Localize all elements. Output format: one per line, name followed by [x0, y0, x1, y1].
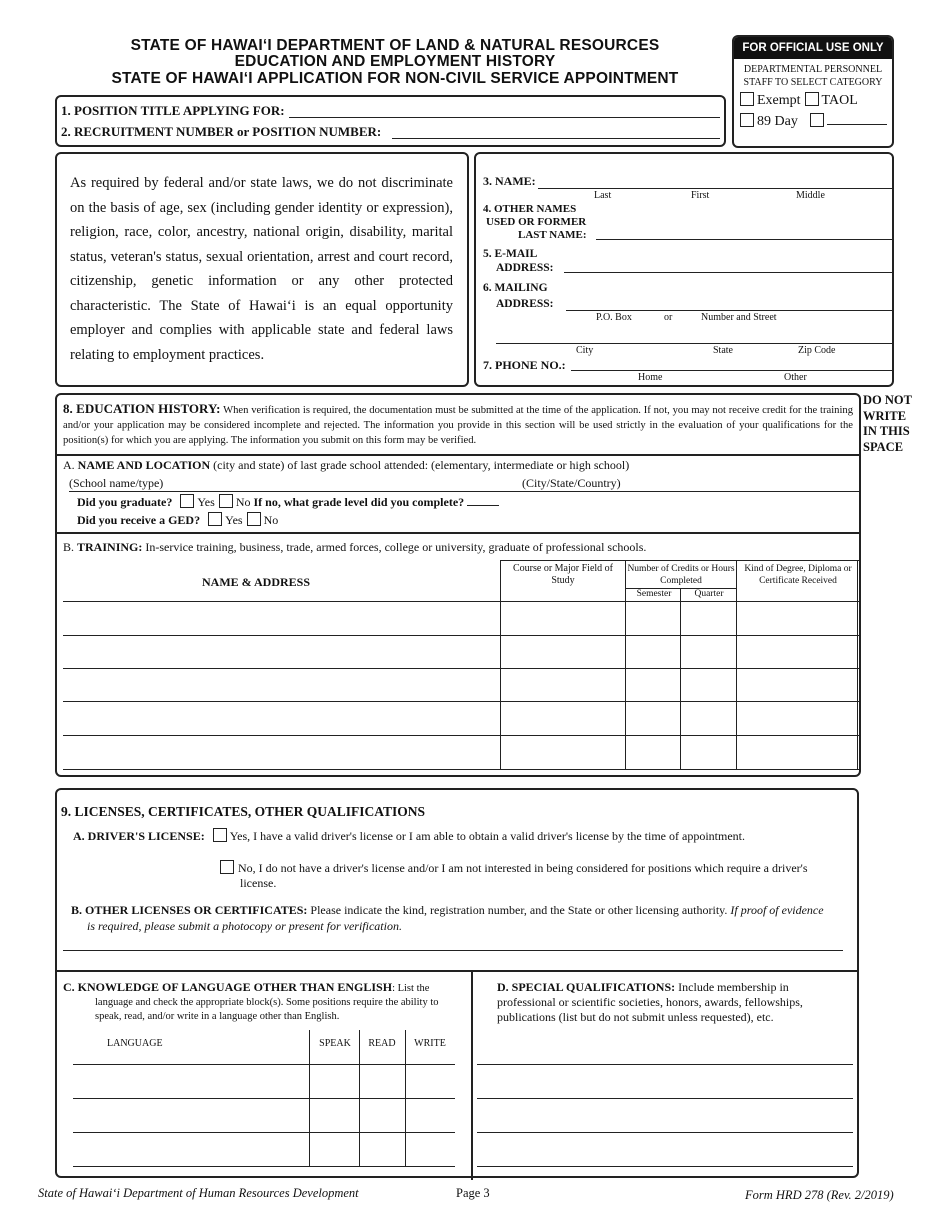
phone-field[interactable]	[571, 370, 892, 371]
language-row[interactable]	[73, 1098, 455, 1099]
education-title: 8. EDUCATION HISTORY:	[63, 401, 221, 416]
nondiscrimination-box	[55, 152, 469, 387]
other-licenses-field[interactable]	[63, 950, 843, 951]
education-section	[55, 393, 861, 777]
recruitment-number-label: 2. RECRUITMENT NUMBER or POSITION NUMBER:	[61, 124, 382, 139]
col-name-address: NAME & ADDRESS	[202, 575, 311, 589]
licenses-section	[55, 788, 859, 1178]
contact-box	[474, 152, 894, 387]
header-line2: EDUCATION AND EMPLOYMENT HISTORY	[234, 53, 556, 70]
section-a-label: A. NAME AND LOCATION (city and state) of last grade school attended: (elementary, intermediate or high school)	[63, 458, 630, 472]
other-names-field[interactable]	[596, 239, 892, 240]
phone-label: 7. PHONE NO.:	[483, 358, 566, 372]
last-label: Last	[594, 190, 612, 201]
training-row[interactable]	[63, 601, 859, 602]
city-state-label: (City/State/Country)	[522, 476, 621, 490]
training-row[interactable]	[63, 701, 859, 702]
graduate-yes-checkbox[interactable]	[180, 494, 194, 508]
school-name-label: (School name/type)	[69, 476, 164, 490]
mailing-city-field[interactable]	[496, 343, 892, 344]
col-degree: Kind of Degree, Diploma or Certificate Received	[744, 564, 852, 586]
89day-label: 89 Day	[757, 114, 798, 129]
col-read: READ	[368, 1038, 396, 1049]
footer-page: Page 3	[456, 1186, 490, 1200]
language-row[interactable]	[73, 1064, 455, 1065]
email-label2: ADDRESS:	[496, 262, 554, 274]
email-field[interactable]	[564, 272, 892, 273]
ged-yes-checkbox[interactable]	[208, 512, 222, 526]
other-category-checkbox[interactable]	[810, 113, 824, 127]
ged-no-checkbox[interactable]	[247, 512, 261, 526]
official-use-box	[732, 35, 894, 148]
license-no-checkbox[interactable]	[220, 860, 234, 874]
zip-label: Zip Code	[798, 345, 836, 356]
training-row[interactable]	[63, 668, 859, 669]
license-yes-checkbox[interactable]	[213, 828, 227, 842]
education-intro	[63, 401, 853, 448]
drivers-license-yes: A. DRIVER'S LICENSE: Yes, I have a valid driver's license or I am able to obtain a valid driver's license by the time of appointment.	[73, 829, 745, 843]
col-write: WRITE	[414, 1038, 446, 1049]
language-instructions: C. KNOWLEDGE OF LANGUAGE OTHER THAN ENGLISH: List the language and check the appropriate block(s). Some positions require the ability to speak, read, and/or write in a language other than English.	[63, 980, 439, 1022]
special-qualifications-line[interactable]	[477, 1166, 853, 1167]
official-sub1: DEPARTMENTAL PERSONNEL	[743, 64, 883, 75]
header-line3: STATE OF HAWAIʻI APPLICATION FOR NON-CIVIL SERVICE APPOINTMENT	[111, 70, 679, 87]
col-credits: Number of Credits or Hours Completed	[627, 564, 735, 586]
other-phone-label: Other	[784, 372, 807, 383]
pobox-label: P.O. Box	[596, 312, 632, 323]
name-label: 3. NAME:	[483, 174, 536, 188]
do-not-write-note: DO NOT WRITE IN THIS SPACE	[863, 393, 912, 454]
graduate-question: Did you graduate? Yes No If no, what grade level did you complete?	[77, 494, 499, 510]
position-title-field[interactable]	[289, 117, 720, 118]
header-line1: STATE OF HAWAIʻI DEPARTMENT OF LAND & NATURAL RESOURCES	[130, 37, 660, 54]
taol-label: TAOL	[821, 93, 858, 108]
position-title-label: 1. POSITION TITLE APPLYING FOR:	[61, 103, 285, 118]
89day-checkbox[interactable]	[740, 113, 754, 127]
special-qualifications-line[interactable]	[477, 1132, 853, 1133]
home-label: Home	[638, 372, 663, 383]
exempt-label: Exempt	[757, 93, 801, 108]
state-label: State	[713, 345, 733, 356]
other-licenses-text: B. OTHER LICENSES OR CERTIFICATES: Please indicate the kind, registration number, and the State or other licensing authority. If proof of evidence is required, please submit a photocopy or present for verification.	[71, 903, 824, 933]
first-label: First	[691, 190, 710, 201]
drivers-license-no: No, I do not have a driver's license and/or I am not interested in being considered for positions which require a driver's license.	[220, 860, 810, 891]
name-field[interactable]	[538, 188, 892, 189]
grade-level-field[interactable]	[467, 505, 499, 506]
special-qualifications-text: D. SPECIAL QUALIFICATIONS: Include membership in professional or scientific societies, honors, awards, fellowships, publications (list but do not submit unless requested), etc.	[497, 980, 803, 1024]
col-semester: Semester	[636, 589, 672, 599]
footer-form-number: Form HRD 278 (Rev. 2/2019)	[745, 1188, 894, 1202]
col-speak: SPEAK	[319, 1038, 351, 1049]
other-names-label2: USED OR FORMER	[486, 216, 587, 228]
licenses-title: 9. LICENSES, CERTIFICATES, OTHER QUALIFICATIONS	[61, 804, 425, 819]
mailing-street-field[interactable]	[566, 310, 892, 311]
special-qualifications-line[interactable]	[477, 1098, 853, 1099]
training-row[interactable]	[63, 635, 859, 636]
official-sub2: STAFF TO SELECT CATEGORY	[743, 77, 883, 88]
graduate-no-checkbox[interactable]	[219, 494, 233, 508]
other-names-label: 4. OTHER NAMES	[483, 203, 577, 215]
language-row[interactable]	[73, 1132, 455, 1133]
recruitment-number-field[interactable]	[392, 138, 720, 139]
other-category-field[interactable]	[827, 124, 887, 125]
or-label: or	[664, 312, 673, 323]
col-quarter: Quarter	[694, 589, 724, 599]
ged-question: Did you receive a GED? Yes No	[77, 513, 279, 527]
city-label: City	[576, 345, 594, 356]
other-names-label3: LAST NAME:	[518, 229, 587, 241]
taol-checkbox[interactable]	[805, 92, 819, 106]
email-label: 5. E-MAIL	[483, 248, 538, 260]
mailing-label: 6. MAILING	[483, 282, 548, 294]
street-label: Number and Street	[701, 312, 777, 323]
special-qualifications-line[interactable]	[477, 1064, 853, 1065]
training-row[interactable]	[63, 735, 859, 736]
exempt-checkbox[interactable]	[740, 92, 754, 106]
section-b-label: B. TRAINING: In-service training, business, trade, armed forces, college or university, graduate of professional schools.	[63, 540, 647, 554]
education-intro-text: When verification is required, the documentation must be submitted at the time of the application. If not, you may not receive credit for the training and/or your application may be considered incomplete and rejected. The information you provide in this section will be used strictly in the evaluation of your qualifications for the position(s) for which you are applying. The information you submit on this form may be verified.	[63, 405, 853, 446]
official-title: FOR OFFICIAL USE ONLY	[734, 37, 892, 59]
nondiscrimination-text: As required by federal and/or state laws, we do not discriminate on the basis of age, sex (including gender identity or expression), religion, race, color, ancestry, national origin, disability, marital status, veteran's status, sexual orientation, arrest and court record, citizenship, genetic information or any other protected characteristic. The State of Hawaiʻi is an equal opportunity employer and complies with applicable state and federal laws relating to employment practices.	[70, 175, 453, 363]
col-language: LANGUAGE	[107, 1038, 163, 1049]
footer-department: State of Hawaiʻi Department of Human Resources Development	[38, 1186, 359, 1200]
mailing-label2: ADDRESS:	[496, 298, 554, 310]
col-course: Course or Major Field of Study	[513, 563, 613, 586]
middle-label: Middle	[796, 190, 825, 201]
position-box	[55, 95, 726, 147]
